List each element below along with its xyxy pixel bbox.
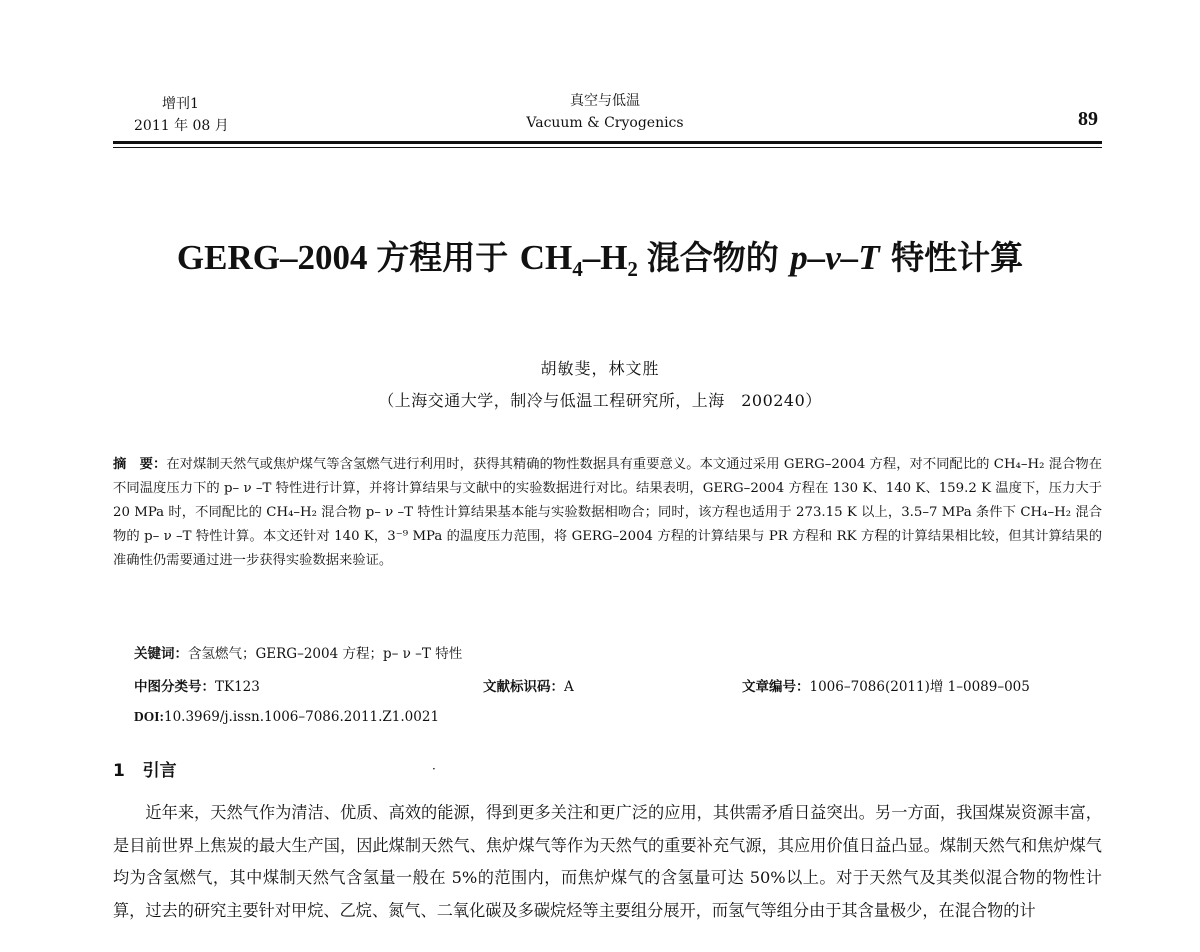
article-number-value: 1006–7086(2011)增 1–0089–005: [809, 679, 1030, 695]
body-paragraph: 近年来，天然气作为清洁、优质、高效的能源，得到更多关注和更广泛的应用，其供需矛盾日益突出。另一方面，我国煤炭资源丰富，是目前世界上焦炭的最大生产国，因此煤制天然气、焦炉煤气等作为天然气的重要补充气源，其应用价值日益凸显。煤制天然气和焦炉煤气均为含氢燃气，其中煤制天然气含氢量一般在 5%的范围内，而焦炉煤气的含氢量可达 50%以上。对于天然气及其类似混合物的物性计算，过去的研究主要针对甲烷、乙烷、氮气、二氧化碳及多碳烷烃等主要组分展开，而氢气等组分由于其含量极少，在混合物的计: [113, 803, 1102, 920]
section-title: 引言: [142, 761, 177, 781]
title-part-4: 特性计算: [879, 238, 1024, 277]
doi-label: DOI:: [134, 709, 164, 724]
issue-date: 2011 年 08 月: [134, 118, 229, 134]
title-formula: CH₄–H₂: [519, 238, 647, 277]
paper-title: [0, 232, 1200, 279]
article-number-label: 文章编号：: [742, 679, 810, 695]
title-part-3: 混合物的: [646, 238, 791, 277]
doi: [134, 709, 439, 725]
clc-value: TK123: [215, 679, 260, 695]
body-text: [113, 797, 1102, 927]
document-code-label: 文献标识码：: [483, 679, 564, 695]
section-number: 1: [113, 761, 125, 781]
section-heading: [113, 756, 177, 781]
journal-name-en: Vacuum & Cryogenics: [526, 115, 684, 131]
keywords-text: 含氢燃气；GERG–2004 方程；p– ν –T 特性: [188, 646, 463, 662]
abstract: [113, 453, 1102, 573]
abstract-label: 摘 要：: [113, 457, 167, 472]
issue-label: 增刊1: [162, 96, 199, 112]
clc-number: [134, 675, 260, 695]
document-code: [483, 675, 574, 695]
title-pvt: p–ν–T: [790, 238, 880, 277]
doi-value: 10.3969/j.issn.1006–7086.2011.Z1.0021: [164, 709, 440, 725]
page-number: 89: [1078, 108, 1098, 130]
title-part-1: GERG–2004: [176, 238, 377, 277]
header-rule-thick: [113, 141, 1102, 144]
affiliation: （上海交通大学，制冷与低温工程研究所，上海 200240）: [378, 391, 822, 410]
journal-name-cn: 真空与低温: [570, 93, 640, 109]
document-code-value: A: [564, 679, 574, 695]
header-center: [0, 90, 1200, 134]
title-part-2: 方程用于: [376, 238, 520, 277]
abstract-text: 在对煤制天然气或焦炉煤气等含氢燃气进行利用时，获得其精确的物性数据具有重要意义。本文通过采用 GERG–2004 方程，对不同配比的 CH₄–H₂ 混合物在不同温度压力下的 p– ν –T 特性进行计算，并将计算结果与文献中的实验数据进行对比。结果表明，GERG–2004 方程在 130 K、140 K、159.2 K 温度下，压力大于 20 MPa 时，不同配比的 CH₄–H₂ 混合物 p– ν –T 特性计算结果基本能与实验数据相吻合；同时，该方程也适用于 273.15 K 以上，3.5–7 MPa 条件下 CH₄–H₂ 混合物的 p– ν –T 特性计算。本文还针对 140 K，3⁻⁹ MPa 的温度压力范围，将 GERG–2004 方程的计算结果与 PR 方程和 RK 方程的计算结果相比较，但其计算结果的准确性仍需要通过进一步获得实验数据来验证。: [113, 457, 1103, 568]
clc-label: 中图分类号：: [134, 679, 215, 695]
header-rule-thin: [113, 147, 1102, 148]
stray-mark: ·: [432, 762, 436, 776]
keywords: [134, 642, 462, 662]
keywords-label: 关键词：: [134, 646, 188, 662]
authors: 胡敏斐，林文胜: [540, 359, 660, 378]
article-number: [742, 675, 1030, 695]
